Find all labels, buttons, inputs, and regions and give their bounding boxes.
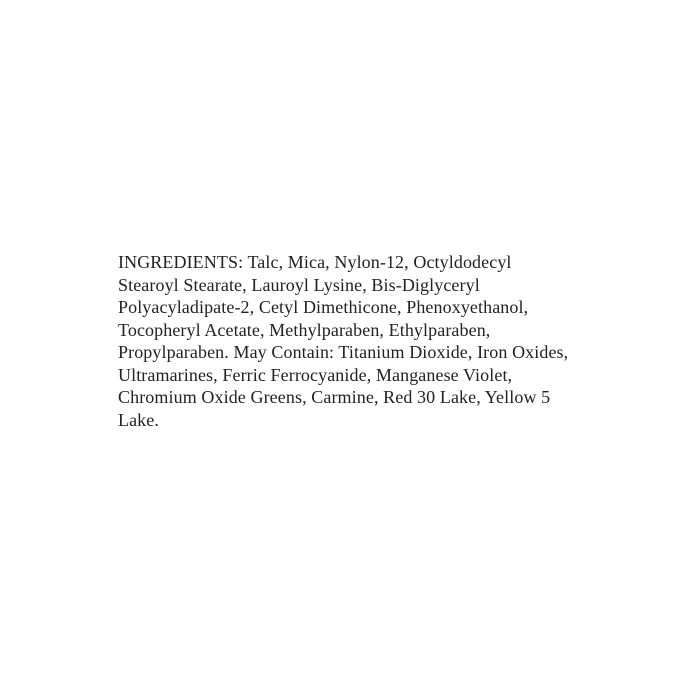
ingredients-line: INGREDIENTS: Talc, Mica, Nylon-12, Octyldodecyl xyxy=(118,252,512,272)
ingredients-text-block xyxy=(118,251,598,431)
ingredients-line: Tocopheryl Acetate, Methylparaben, Ethylparaben, xyxy=(118,319,491,340)
ingredients-line: Lake. xyxy=(118,409,159,430)
ingredients-line: Chromium Oxide Greens, Carmine, Red 30 Lake, Yellow 5 xyxy=(118,387,551,407)
ingredients-line: Stearoyl Stearate, Lauroyl Lysine, Bis-Diglyceryl xyxy=(118,274,480,295)
ingredients-line: Polyacyladipate-2, Cetyl Dimethicone, Phenoxyethanol, xyxy=(118,297,529,317)
ingredients-line: Ultramarines, Ferric Ferrocyanide, Manganese Violet, xyxy=(118,364,513,385)
ingredients-line: Propylparaben. May Contain: Titanium Dioxide, Iron Oxides, xyxy=(118,342,569,362)
